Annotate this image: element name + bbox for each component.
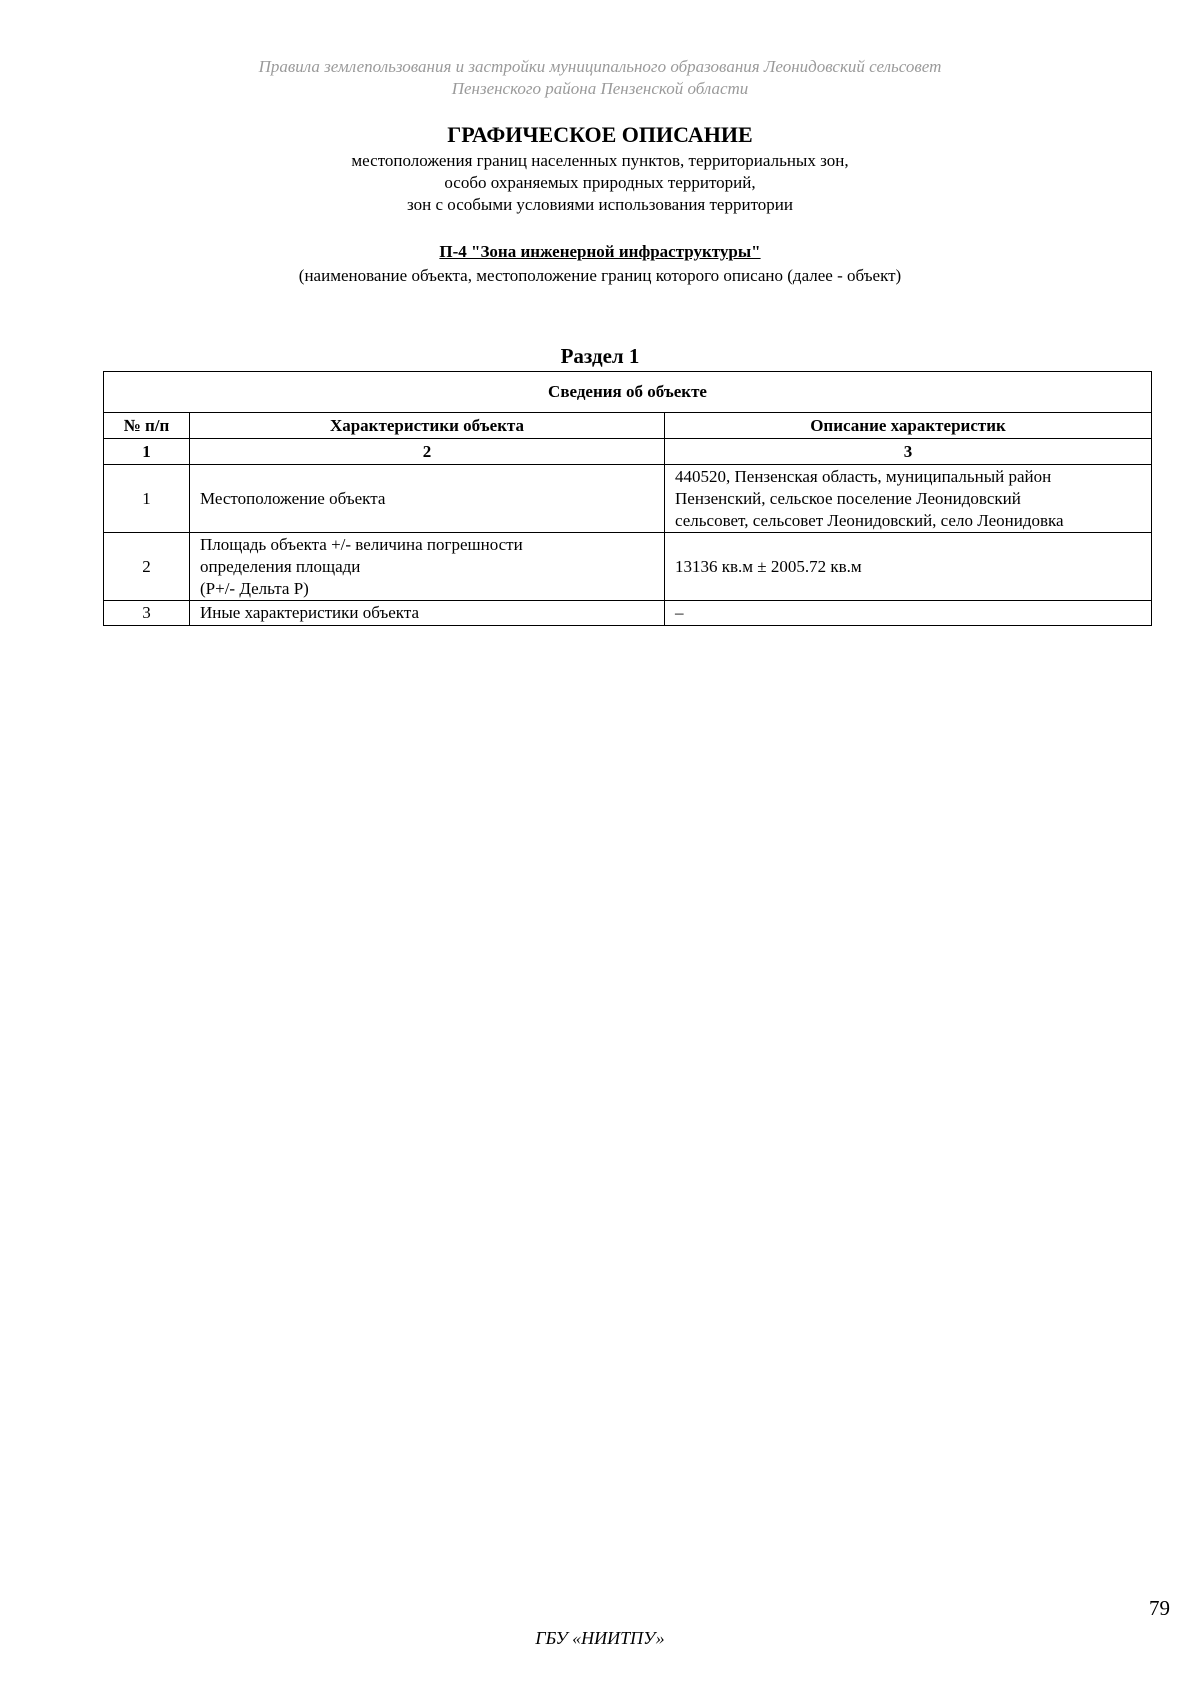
table-row [104, 465, 1152, 533]
document-title: ГРАФИЧЕСКОЕ ОПИСАНИЕ [447, 122, 753, 147]
running-header-line: Правила землепользования и застройки муниципального образования Леонидовский сельсовет [258, 57, 942, 76]
column-number: 2 [190, 439, 665, 465]
page-number: 79 [1149, 1596, 1170, 1620]
characteristic-line: Иные характеристики объекта [200, 603, 420, 622]
characteristic-line: Местоположение объекта [200, 488, 386, 508]
column-header: № п/п [104, 413, 190, 439]
row-characteristic [190, 601, 665, 626]
column-header: Характеристики объекта [190, 413, 665, 439]
document-subtitle [0, 150, 1200, 216]
description-line: сельсовет, сельсовет Леонидовский, село Леонидовка [675, 510, 1064, 530]
running-header [0, 56, 1200, 100]
description-line: 440520, Пензенская область, муниципальный район [675, 466, 1052, 486]
description-line: – [675, 603, 684, 622]
table-row [104, 533, 1152, 601]
description-line: Пензенский, сельское поселение Леонидовский [675, 488, 1021, 508]
row-description [665, 533, 1152, 601]
row-number: 2 [104, 533, 190, 601]
characteristic-line: (Р+/- Дельта Р) [200, 578, 309, 598]
section-title: Раздел 1 [560, 344, 640, 368]
object-caption: (наименование объекта, местоположение границ которого описано (далее - объект) [298, 266, 902, 285]
subtitle-line: особо охраняемых природных территорий, [444, 173, 756, 192]
object-info-table [103, 371, 1152, 626]
object-name: П-4 "Зона инженерной инфраструктуры" [439, 242, 761, 261]
column-number: 1 [104, 439, 190, 465]
row-number: 3 [104, 601, 190, 626]
running-header-line: Пензенского района Пензенской области [451, 79, 749, 98]
column-number: 3 [665, 439, 1152, 465]
description-line: 13136 кв.м ± 2005.72 кв.м [675, 556, 862, 576]
characteristic-line: Площадь объекта +/- величина погрешности [200, 534, 523, 554]
row-number: 1 [104, 465, 190, 533]
row-description [665, 601, 1152, 626]
row-characteristic [190, 465, 665, 533]
table-row [104, 601, 1152, 626]
table-caption: Сведения об объекте [104, 372, 1152, 413]
row-description [665, 465, 1152, 533]
row-characteristic [190, 533, 665, 601]
column-number-row [104, 439, 1152, 465]
subtitle-line: местоположения границ населенных пунктов, территориальных зон, [351, 151, 849, 170]
table-caption-row [104, 372, 1152, 413]
column-header: Описание характеристик [665, 413, 1152, 439]
subtitle-line: зон с особыми условиями использования территории [407, 195, 793, 214]
table-header-row [104, 413, 1152, 439]
footer-organization: ГБУ «НИИТПУ» [535, 1628, 665, 1648]
characteristic-line: определения площади [200, 556, 361, 576]
